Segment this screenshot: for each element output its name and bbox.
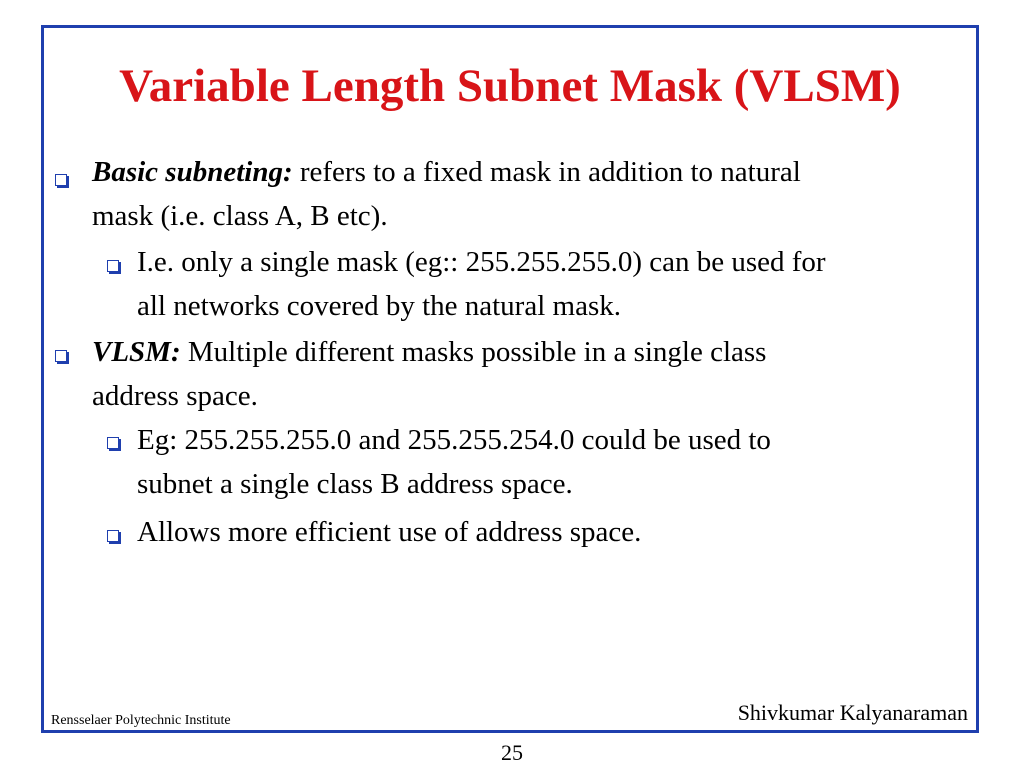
bullet-text: refers to a fixed mask in addition to natural xyxy=(292,156,801,188)
sub-bullet-text: Allows more efficient use of address space. xyxy=(137,516,642,548)
footer-author: Shivkumar Kalyanaraman xyxy=(737,700,968,725)
bullet-line xyxy=(92,150,801,194)
sub-bullet-square-icon xyxy=(107,530,119,542)
bullet-continuation: mask (i.e. class A, B etc). xyxy=(92,200,388,232)
page-number: 25 xyxy=(501,740,523,765)
sub-bullet-efficient-use xyxy=(137,510,641,554)
slide-title: Variable Length Subnet Mask (VLSM) xyxy=(119,60,901,112)
bullet-text: Multiple different masks possible in a single class xyxy=(180,336,767,368)
sub-bullet-text: Eg: 255.255.255.0 and 255.255.254.0 could be used to xyxy=(137,424,771,456)
bullet-square-icon xyxy=(55,350,67,362)
sub-bullet-continuation: subnet a single class B address space. xyxy=(137,468,573,500)
sub-bullet-example-masks xyxy=(137,418,771,506)
sub-bullet-continuation: all networks covered by the natural mask. xyxy=(137,290,621,322)
bullet-continuation: address space. xyxy=(92,380,258,412)
bullet-vlsm xyxy=(92,330,766,418)
bullet-keyword: Basic subneting: xyxy=(92,156,293,188)
bullet-keyword: VLSM: xyxy=(92,336,181,368)
footer-institution: Rensselaer Polytechnic Institute xyxy=(51,713,231,728)
sub-bullet-square-icon xyxy=(107,260,119,272)
bullet-line xyxy=(92,330,766,374)
sub-bullet-square-icon xyxy=(107,437,119,449)
sub-bullet-single-mask xyxy=(137,240,826,328)
sub-bullet-text: I.e. only a single mask (eg:: 255.255.255.0) can be used for xyxy=(137,246,826,278)
bullet-square-icon xyxy=(55,174,67,186)
bullet-basic-subneting xyxy=(92,150,801,238)
